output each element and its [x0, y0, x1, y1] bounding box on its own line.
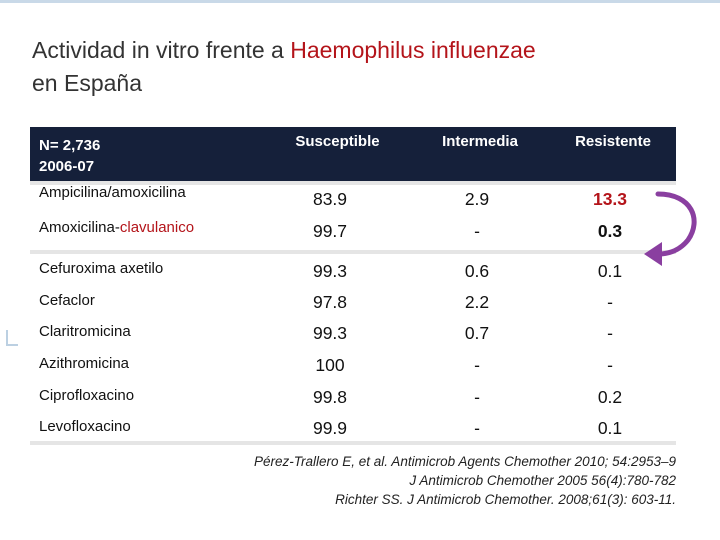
- cell-resistente: 13.3: [592, 189, 628, 209]
- cell-intermedia: -: [474, 387, 480, 407]
- table-row-drug: Cefaclor: [39, 292, 95, 309]
- curved-arrow-icon: [630, 180, 710, 270]
- reference-line: J Antimicrob Chemother 2005 56(4):780-782: [409, 473, 676, 488]
- table-header: [30, 127, 676, 181]
- top-accent-stripe: [0, 0, 720, 3]
- cell-intermedia: 2.9: [464, 189, 490, 209]
- header-intermedia: Intermedia: [442, 133, 518, 150]
- table-divider: [30, 441, 676, 445]
- slide-title: [32, 34, 692, 100]
- cell-resistente: 0.2: [597, 387, 623, 407]
- cell-susceptible: 97.8: [312, 292, 348, 312]
- drug-highlight: clavulanico: [119, 219, 195, 236]
- reference-line: Richter SS. J Antimicrob Chemother. 2008;61(3): 603-11.: [335, 492, 676, 507]
- cell-susceptible: 99.9: [312, 418, 348, 438]
- cell-resistente: 0.3: [597, 221, 623, 241]
- table-row-drug: [39, 219, 194, 236]
- cell-susceptible: 83.9: [312, 189, 348, 209]
- cell-intermedia: -: [474, 221, 480, 241]
- cell-susceptible: 99.3: [312, 323, 348, 343]
- cell-resistente: -: [607, 355, 613, 375]
- cell-resistente: 0.1: [597, 261, 623, 281]
- table-row-drug: Claritromicina: [39, 323, 131, 340]
- title-highlight: Haemophilus influenzae: [290, 37, 536, 63]
- cell-susceptible: 100: [315, 355, 345, 375]
- cell-intermedia: -: [474, 355, 480, 375]
- reference-line: Pérez-Trallero E, et al. Antimicrob Agents Chemother 2010; 54:2953–9: [254, 454, 676, 469]
- slide-corner-mark: [6, 330, 18, 346]
- table-row-drug: Ciprofloxacino: [39, 387, 135, 404]
- cell-resistente: -: [607, 292, 613, 312]
- cell-intermedia: 0.6: [464, 261, 490, 281]
- table-row-drug: Ampicilina/amoxicilina: [39, 184, 186, 201]
- header-resistente: Resistente: [575, 133, 651, 150]
- cell-intermedia: -: [474, 418, 480, 438]
- cell-intermedia: 0.7: [464, 323, 490, 343]
- cell-resistente: 0.1: [597, 418, 623, 438]
- drug-prefix: Amoxicilina-: [39, 219, 120, 236]
- title-prefix: Actividad in vitro frente a: [32, 37, 291, 63]
- cell-susceptible: 99.8: [312, 387, 348, 407]
- table-row-drug: Cefuroxima axetilo: [39, 260, 164, 277]
- header-period: 2006-07: [39, 158, 95, 175]
- header-susceptible: Susceptible: [295, 133, 380, 150]
- title-line2: en España: [32, 70, 142, 96]
- cell-susceptible: 99.3: [312, 261, 348, 281]
- cell-susceptible: 99.7: [312, 221, 348, 241]
- header-n-label: N= 2,736: [39, 137, 101, 154]
- table-row-drug: Azithromicina: [39, 355, 130, 372]
- references: [116, 452, 676, 509]
- cell-resistente: -: [607, 323, 613, 343]
- header-sample-size: [39, 135, 269, 177]
- cell-intermedia: 2.2: [464, 292, 490, 312]
- table-row-drug: Levofloxacino: [39, 418, 131, 435]
- table-divider: [30, 250, 676, 254]
